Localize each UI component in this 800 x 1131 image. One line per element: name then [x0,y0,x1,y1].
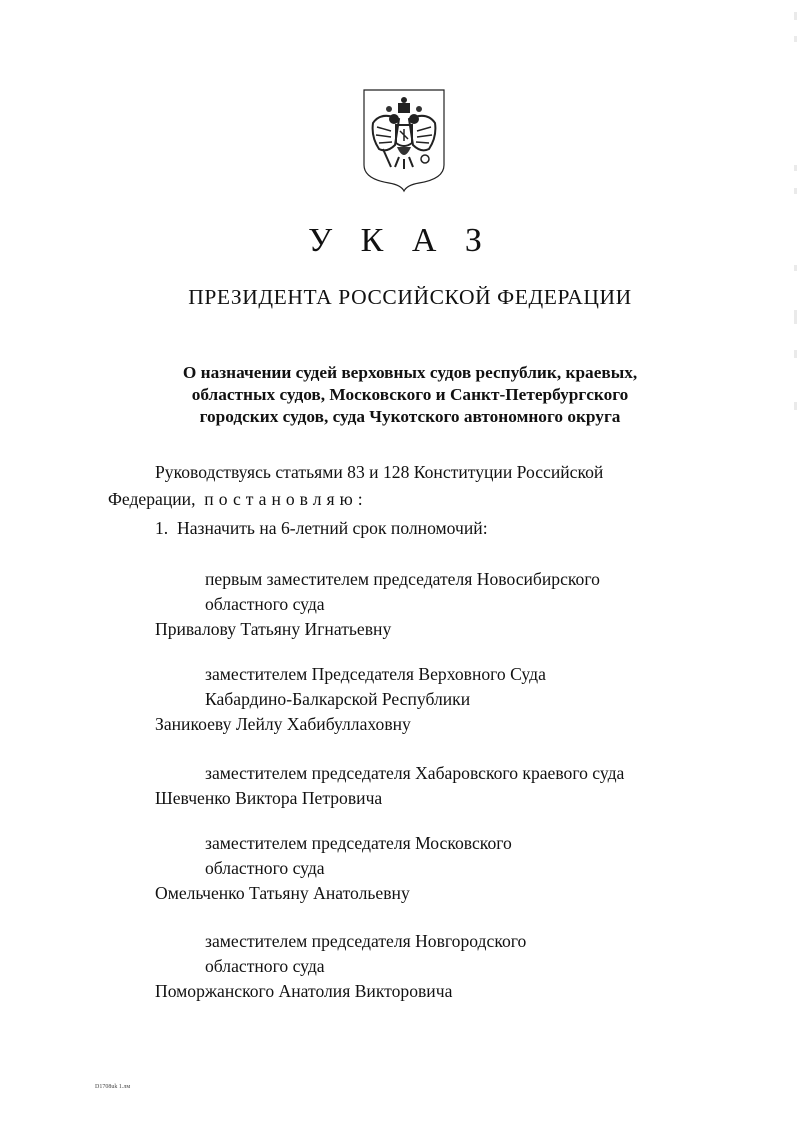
appointee-name: Привалову Татьяну Игнатьевну [155,619,392,639]
subject-line: областных судов, Московского и Санкт-Петербургского [191,385,629,404]
document-type-title: У К А З [308,222,492,259]
subject-line: городских судов, суда Чукотского автономного округа [199,407,621,426]
scan-artifact [794,350,797,358]
scan-artifact [794,310,797,324]
position-line: заместителем председателя Хабаровского краевого суда [205,763,625,783]
preamble-line [108,489,368,509]
appointee-name: Поморжанского Анатолия Викторовича [155,981,453,1001]
appointee-name: Заникоеву Лейлу Хабибуллаховну [155,714,411,734]
resolution-word: постановляю: [204,489,368,509]
subject-line: О назначении судей верховных судов республик, краевых, [182,363,638,382]
position-line: областного суда [205,858,325,878]
issuer-title: ПРЕЗИДЕНТА РОССИЙСКОЙ ФЕДЕРАЦИИ [188,285,632,309]
appointee-name: Шевченко Виктора Петровича [155,788,383,808]
preamble-line: Руководствуясь статьями 83 и 128 Конституции Российской [155,462,604,482]
position-line: заместителем председателя Московского [205,833,512,853]
scan-artifact [794,165,797,171]
scan-artifact [794,188,797,194]
scan-artifact [794,12,797,20]
scan-artifact [794,36,797,42]
position-line: областного суда [205,956,325,976]
coat-of-arms-icon [361,87,447,193]
position-line: областного суда [205,594,325,614]
preamble-text: Федерации, [108,489,196,509]
position-line: заместителем Председателя Верховного Суда [205,664,546,684]
appointee-name: Омельченко Татьяну Анатольевну [155,883,410,903]
clause-1: 1. Назначить на 6-летний срок полномочий: [155,518,488,538]
position-line: Кабардино-Балкарской Республики [205,689,471,709]
scan-artifact [794,265,797,271]
position-line: первым заместителем председателя Новосибирского [205,569,600,589]
document-code: D1708uk 1.лм [95,1084,131,1090]
position-line: заместителем председателя Новгородского [205,931,527,951]
decree-subject [110,362,710,428]
scan-artifact [794,402,797,410]
